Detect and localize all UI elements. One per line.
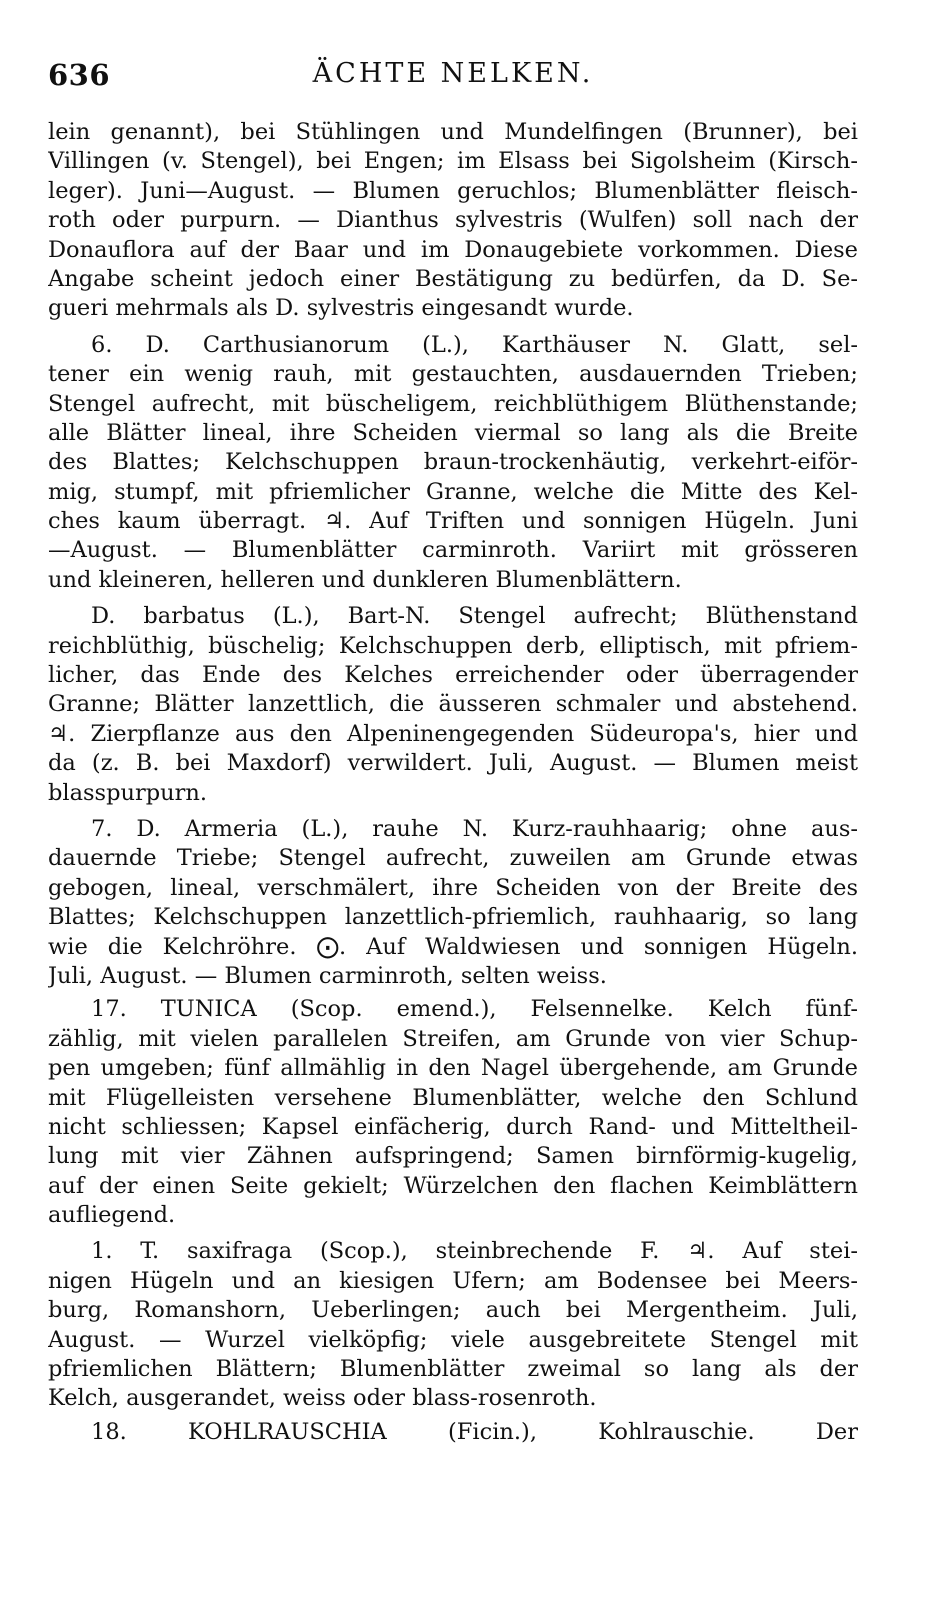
genus-heading-line: 17. TUNICA (Scop. emend.), Felsennelke. Kelch fünf-: [91, 996, 858, 1023]
text-line: pen umgeben; fünf allmählig in den Nagel übergehende, am Grunde: [48, 1055, 858, 1082]
text-line: Kelch, ausgerandet, weiss oder blass-rosenroth.: [48, 1385, 597, 1412]
text-line: zählig, mit vielen parallelen Streifen, am Grunde von vier Schup-: [48, 1025, 858, 1052]
text-line: tener ein wenig rauh, mit gestauchten, ausdauernden Trieben;: [48, 361, 858, 388]
text-line: wie die Kelchröhre. ⨀. Auf Waldwiesen und sonnigen Hügeln.: [48, 933, 858, 960]
text-line: und kleineren, helleren und dunkleren Blumenblättern.: [48, 566, 682, 593]
text-line: Villingen (v. Stengel), bei Engen; im Elsass bei Sigolsheim (Kirsch-: [48, 148, 858, 175]
text-line: nigen Hügeln und an kiesigen Ufern; am Bodensee bei Meers-: [48, 1267, 858, 1294]
text-line: Donauflora auf der Baar und im Donaugebiete vorkommen. Diese: [48, 236, 858, 263]
entry-heading-line: 1. T. saxifraga (Scop.), steinbrechende F. ♃. Auf stei-: [91, 1238, 858, 1265]
page-header: [48, 58, 858, 98]
text-line: dauernde Triebe; Stengel aufrecht, zuweilen am Grunde etwas: [48, 845, 858, 872]
text-line: ♃. Zierpflanze aus den Alpeninengegenden Südeuropa's, hier und: [48, 720, 858, 747]
entry-heading-line: 7. D. Armeria (L.), rauhe N. Kurz-rauhhaarig; ohne aus-: [91, 815, 858, 842]
text-line: blasspurpurn.: [48, 779, 208, 806]
entry-dianthus-carthusianorum: [48, 331, 858, 596]
paragraph-continuation: [48, 118, 858, 324]
text-line: gebogen, lineal, verschmälert, ihre Scheiden von der Breite des: [48, 874, 858, 901]
text-line: alle Blätter lineal, ihre Scheiden viermal so lang als die Breite: [48, 419, 858, 446]
text-line: aufliegend.: [48, 1202, 176, 1229]
text-line: —August. — Blumenblätter carminroth. Variirt mit grösseren: [48, 537, 858, 564]
entry-heading-line: D. barbatus (L.), Bart-N. Stengel aufrecht; Blüthenstand: [91, 603, 858, 630]
text-line: da (z. B. bei Maxdorf) verwildert. Juli, August. — Blumen meist: [48, 750, 858, 777]
text-line: Stengel aufrecht, mit büscheligem, reichblüthigem Blüthenstande;: [48, 390, 858, 417]
text-line: burg, Romanshorn, Ueberlingen; auch bei Mergentheim. Juli,: [48, 1297, 858, 1324]
page-body: [48, 118, 858, 1447]
entry-dianthus-armeria: [48, 815, 858, 991]
text-line: gueri mehrmals als D. sylvestris eingesandt wurde.: [48, 295, 634, 322]
text-line: Granne; Blätter lanzettlich, die äusseren schmaler und abstehend.: [48, 691, 858, 718]
entry-dianthus-barbatus: [48, 602, 858, 808]
text-line: August. — Wurzel vielköpfig; viele ausgebreitete Stengel mit: [48, 1326, 858, 1353]
text-line: mit Flügelleisten versehene Blumenblätter, welche den Schlund: [48, 1084, 858, 1111]
text-line: Angabe scheint jedoch einer Bestätigung zu bedürfen, da D. Se-: [48, 265, 858, 292]
entry-tunica-saxifraga: [48, 1237, 858, 1413]
text-line: pfriemlichen Blättern; Blumenblätter zweimal so lang als der: [48, 1356, 858, 1383]
text-line: Blattes; Kelchschuppen lanzettlich-pfriemlich, rauhhaarig, so lang: [48, 904, 858, 931]
genus-tunica: [48, 995, 858, 1230]
genus-kohlrauschia: [48, 1418, 858, 1447]
text-line: ches kaum überragt. ♃. Auf Triften und sonnigen Hügeln. Juni: [48, 508, 858, 535]
text-line: reichblüthig, büschelig; Kelchschuppen derb, elliptisch, mit pfriem-: [48, 632, 858, 659]
text-line: Juli, August. — Blumen carminroth, selten weiss.: [48, 962, 607, 989]
text-line: licher, das Ende des Kelches erreichender oder überragender: [48, 662, 858, 689]
text-line: leger). Juni—August. — Blumen geruchlos; Blumenblätter fleisch-: [48, 177, 858, 204]
page-number: 636: [48, 58, 111, 92]
text-line: des Blattes; Kelchschuppen braun-trockenhäutig, verkehrt-eiför-: [48, 449, 858, 476]
text-line: lung mit vier Zähnen aufspringend; Samen birnförmig-kugelig,: [48, 1143, 858, 1170]
text-line: mig, stumpf, mit pfriemlicher Granne, welche die Mitte des Kel-: [48, 478, 858, 505]
entry-heading-line: 6. D. Carthusianorum (L.), Karthäuser N. Glatt, sel-: [91, 331, 858, 358]
text-line: nicht schliessen; Kapsel einfächerig, durch Rand- und Mitteltheil-: [48, 1113, 858, 1140]
text-line: lein genannt), bei Stühlingen und Mundelfingen (Brunner), bei: [48, 119, 858, 145]
genus-heading-line: 18. KOHLRAUSCHIA (Ficin.), Kohlrauschie. Der: [91, 1418, 858, 1445]
running-head: ÄCHTE NELKEN.: [312, 58, 594, 89]
text-line: auf der einen Seite gekielt; Würzelchen den flachen Keimblättern: [48, 1172, 858, 1199]
text-line: roth oder purpurn. — Dianthus sylvestris (Wulfen) soll nach der: [48, 207, 858, 234]
